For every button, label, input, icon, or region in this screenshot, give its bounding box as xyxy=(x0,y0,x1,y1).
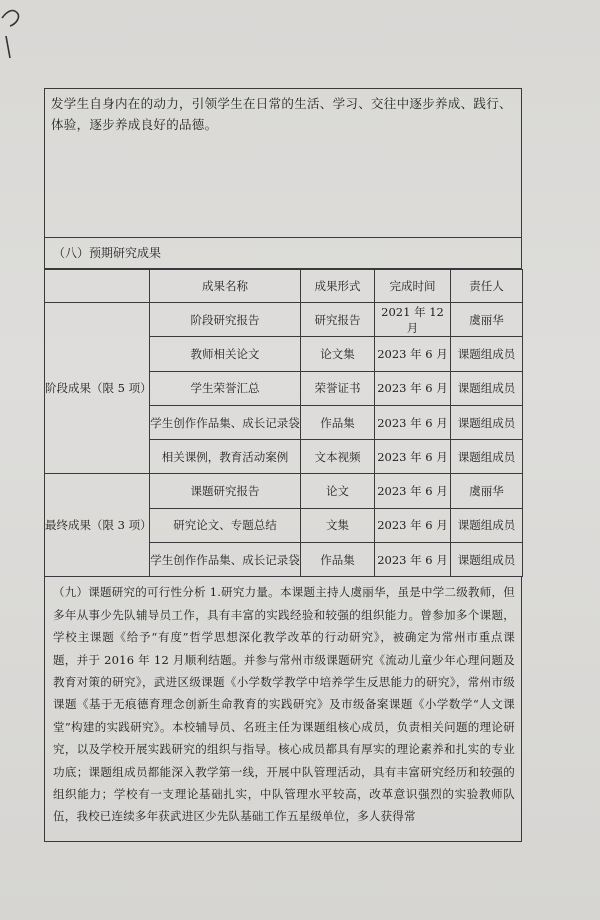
header-time: 完成时间 xyxy=(375,270,451,303)
header-blank xyxy=(45,270,150,303)
cell: 研究论文、专题总结 xyxy=(150,508,301,542)
cell: 学生创作作品集、成长记录袋 xyxy=(150,405,301,439)
cell: 2023 年 6 月 xyxy=(375,474,451,508)
cell: 学生创作作品集、成长记录袋 xyxy=(150,543,301,577)
cell: 学生荣誉汇总 xyxy=(150,371,301,405)
cell: 2023 年 6 月 xyxy=(375,371,451,405)
intro-box xyxy=(44,88,522,238)
cell: 论文 xyxy=(301,474,375,508)
cell: 课题组成员 xyxy=(451,405,523,439)
handwritten-mark xyxy=(0,0,24,60)
cell: 教师相关论文 xyxy=(150,337,301,371)
cell: 荣誉证书 xyxy=(301,371,375,405)
cell: 课题组成员 xyxy=(451,440,523,474)
cell: 研究报告 xyxy=(301,303,375,337)
cell: 2021 年 12 月 xyxy=(375,303,451,337)
cell: 2023 年 6 月 xyxy=(375,440,451,474)
cell: 课题组成员 xyxy=(451,543,523,577)
cell: 2023 年 6 月 xyxy=(375,405,451,439)
table-row xyxy=(45,303,523,337)
table-header-row xyxy=(45,270,523,303)
header-name: 成果名称 xyxy=(150,270,301,303)
cell: 课题研究报告 xyxy=(150,474,301,508)
section-8-title: （八）预期研究成果 xyxy=(44,238,522,269)
results-table xyxy=(44,269,523,577)
cell: 文本视频 xyxy=(301,440,375,474)
cell: 虞丽华 xyxy=(451,303,523,337)
section-9-analysis: （九）课题研究的可行性分析 1.研究力量。本课题主持人虞丽华，虽是中学二级教师，但多年从事少先队辅导员工作，具有丰富的实践经验和较强的组织能力。曾参加多个课题，学校主课题《给予“有度”哲学思想深化教学改革的行动研究》，被确定为常州市重点课题，并于 2016 年 12 月顺利结题。并参与常州市级课题研究《流动儿童少年心理问题及教育对策的研究》，武进区级课题《小学数学教学中培养学生反思能力的研究》，常州市级课题《基于无痕德育理念创新生命教育的实践研究》及市级备案课题《小学数学“人文课堂”构建的实践研究》。本校辅导员、名班主任为课题组核心成员，负责相关问题的理论研究，以及学校开展实践研究的组织与指导。核心成员都具有厚实的理论素养和扎实的专业功底；课题组成员都能深入教学第一线，开展中队管理活动，具有丰富研究经历和较强的组织能力；学校有一支理论基础扎实，中队管理水平较高，改革意识强烈的实验教师队伍，我校已连续多年获武进区少先队基础工作五星级单位，多人获得常 xyxy=(44,577,522,842)
header-owner: 责任人 xyxy=(451,270,523,303)
cell: 2023 年 6 月 xyxy=(375,337,451,371)
intro-paragraph: 发学生自身内在的动力，引领学生在日常的生活、学习、交往中逐步养成、践行、体验，逐步养成良好的品德。 xyxy=(51,96,512,132)
cell: 课题组成员 xyxy=(451,337,523,371)
cell: 作品集 xyxy=(301,405,375,439)
stage-label: 阶段成果（限 5 项） xyxy=(45,303,150,474)
header-form: 成果形式 xyxy=(301,270,375,303)
cell: 虞丽华 xyxy=(451,474,523,508)
cell: 课题组成员 xyxy=(451,371,523,405)
cell: 论文集 xyxy=(301,337,375,371)
cell: 课题组成员 xyxy=(451,508,523,542)
cell: 文集 xyxy=(301,508,375,542)
cell: 作品集 xyxy=(301,543,375,577)
cell: 阶段研究报告 xyxy=(150,303,301,337)
cell: 2023 年 6 月 xyxy=(375,543,451,577)
final-label: 最终成果（限 3 项） xyxy=(45,474,150,577)
document-sheet xyxy=(44,88,522,842)
table-row xyxy=(45,474,523,508)
cell: 2023 年 6 月 xyxy=(375,508,451,542)
cell: 相关课例，教育活动案例 xyxy=(150,440,301,474)
